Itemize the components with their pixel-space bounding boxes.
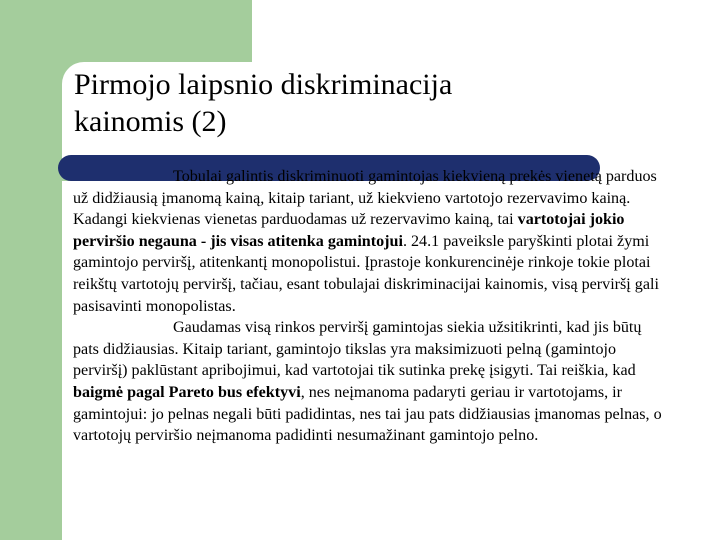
slide-title (74, 66, 674, 140)
paragraph-1-text-a: Tobulai galintis diskriminuoti gamintojas kiekvieną prekės vienetą parduos už didžiausią įmanomą kainą, kitaip tariant, už kiekvieno vartotojo rezervavimo kainą. Kadangi kiekvienas vienetas parduodamas už rezervavimo kainą, tai (73, 168, 657, 229)
paragraph-2-text-b: , nes neįmanoma padaryti geriau ir vartotojams, ir gamintojui: jo pelnas negali būti padidintas, nes tai jau pats didžiausias įmanomas pelnas, o vartotojų perviršio neįmanoma padidinti nesumažinant gamintojo pelno. (73, 383, 662, 445)
slide-title-line-2: kainomis (2) (74, 105, 227, 138)
slide-title-line-1: Pirmojo laipsnio diskriminacija (74, 68, 453, 101)
paragraph-1 (73, 166, 665, 317)
paragraph-1-bold: vartotojai jokio perviršio negauna - jis visas atitenka gamintojui (73, 211, 625, 250)
paragraph-1-text-b: . 24.1 paveiksle paryškinti plotai žymi gamintojo perviršį, atitenkantį monopolistui. Įprastoje konkurencinėje rinkoje tokie plotai reikštų vartotojų perviršį, tačiau, esant tobulajai diskriminacijai kainomis, visą perviršį gali pasisavinti monopolistas. (73, 232, 659, 315)
slide-body-text (73, 166, 665, 447)
paragraph-2-bold: baigmė pagal Pareto bus efektyvi (73, 383, 301, 401)
paragraph-2-text-a: Gaudamas visą rinkos perviršį gamintojas siekia užsitikrinti, kad jis būtų pats didžiausias. Kitaip tariant, gamintojo tikslas yra maksimizuoti pelną (gamintojo perviršį) paklūstant apribojimui, kad vartotojai tik sutinka prekę įsigyti. Tai reiškia, kad (73, 319, 642, 380)
paragraph-2 (73, 317, 665, 447)
